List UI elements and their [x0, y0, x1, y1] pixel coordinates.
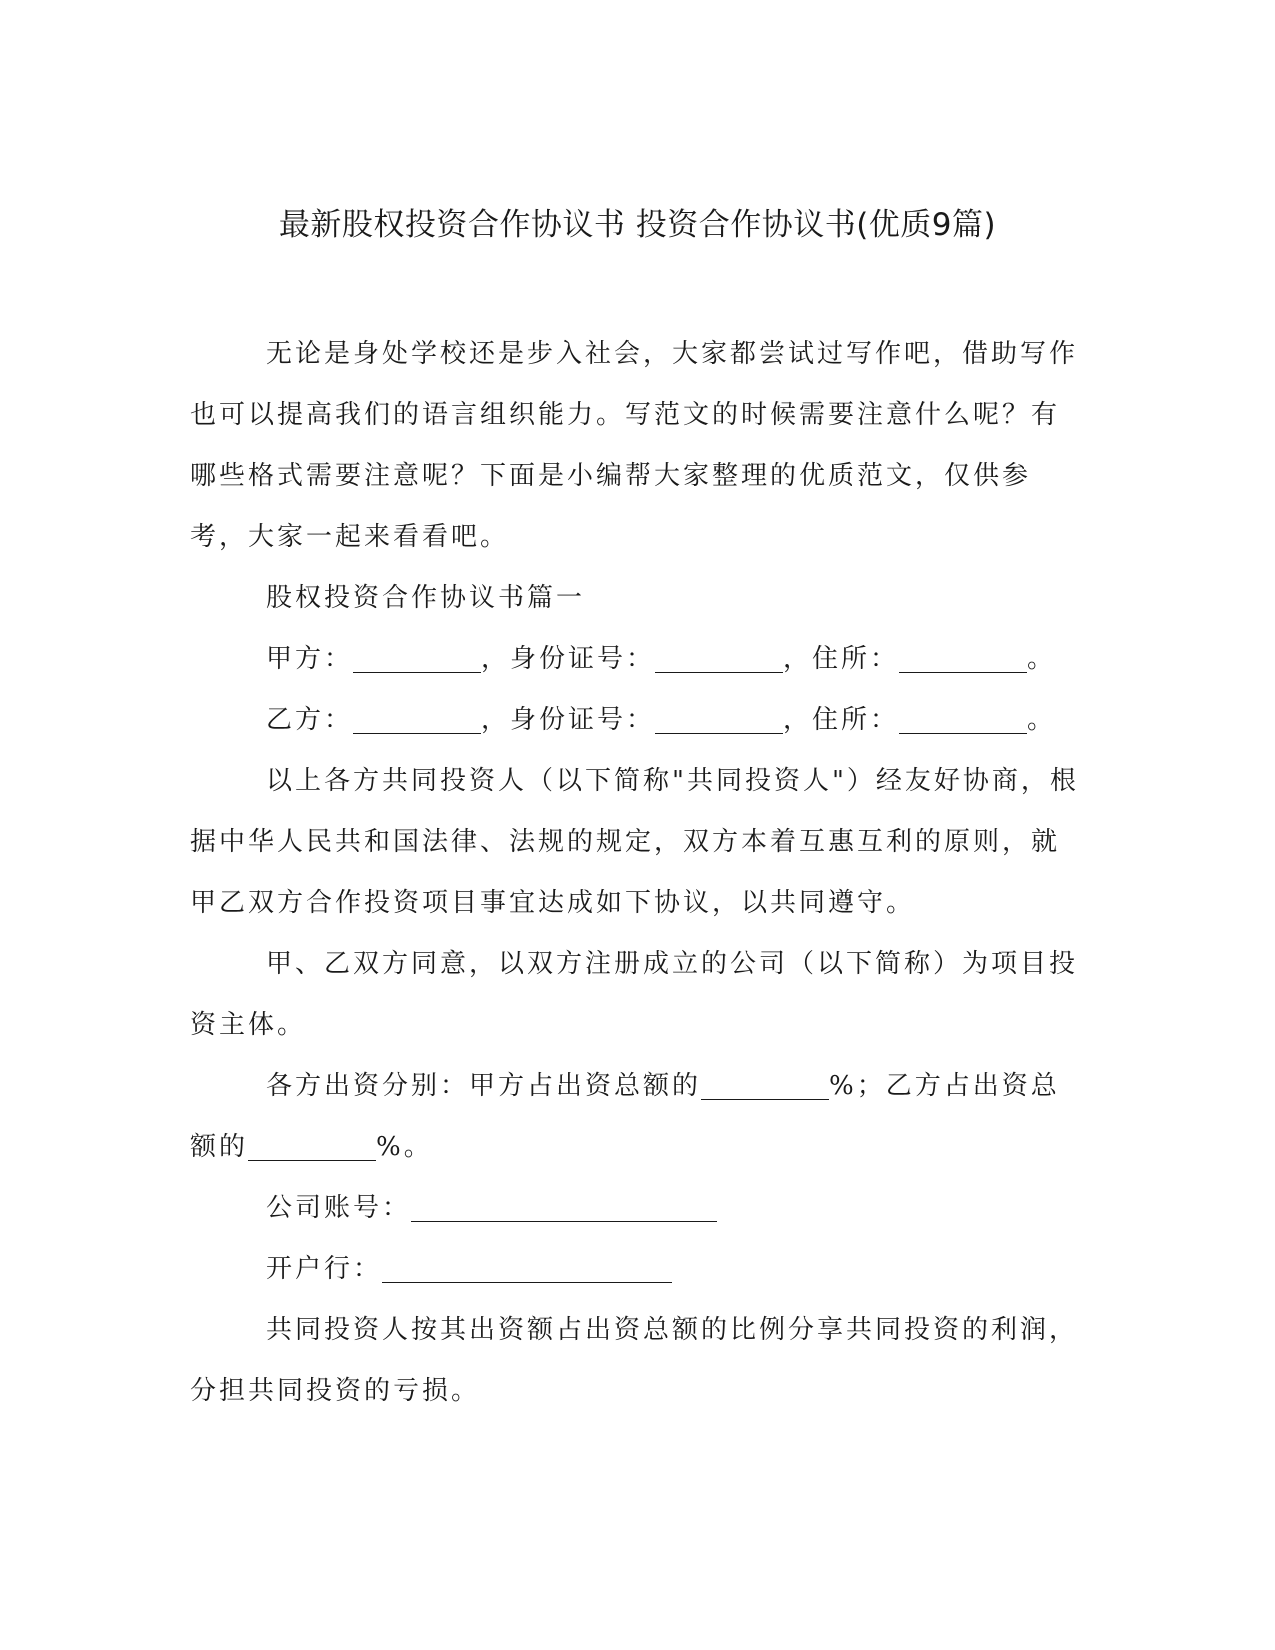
- contribution-part1: 各方出资分别：甲方占出资总额的: [266, 1071, 702, 1101]
- party-a-id-blank: [655, 642, 783, 673]
- contribution-part2: %；乙方占出资总额的: [190, 1071, 1060, 1162]
- negotiation-paragraph: 以上各方共同投资人（以下简称"共同投资人"）经友好协商，根据中华人民共和国法律、法规的规定，双方本着互惠互利的原则，就甲乙双方合作投资项目事宜达成如下协议，以共同遵守。: [190, 766, 1079, 918]
- party-a-id-label: ，身份证号：: [481, 644, 656, 674]
- party-b-label: 乙方：: [266, 705, 354, 735]
- party-b-share-blank: [248, 1130, 376, 1161]
- contribution-part3: %。: [376, 1132, 433, 1162]
- party-a-share-blank: [701, 1069, 829, 1100]
- party-b-address-blank: [899, 703, 1027, 734]
- bank-label: 开户行：: [266, 1254, 383, 1284]
- party-a-address-blank: [899, 642, 1027, 673]
- party-a-end: 。: [1027, 644, 1057, 674]
- party-a-line: [190, 629, 1080, 690]
- party-b-id-label: ，身份证号：: [481, 705, 656, 735]
- party-b-line: [190, 690, 1080, 751]
- contribution-paragraph: [190, 1056, 1080, 1178]
- document-body: [190, 324, 1080, 1422]
- party-a-address-label: ，住所：: [783, 644, 900, 674]
- section-heading: 股权投资合作协议书篇一: [266, 583, 586, 613]
- entity-paragraph: 甲、乙双方同意，以双方注册成立的公司（以下简称）为项目投资主体。: [190, 949, 1079, 1040]
- party-b-address-label: ，住所：: [783, 705, 900, 735]
- document-title: 最新股权投资合作协议书 投资合作协议书(优质9篇): [278, 207, 997, 243]
- intro-paragraph: 无论是身处学校还是步入社会，大家都尝试过写作吧，借助写作也可以提高我们的语言组织能力。写范文的时候需要注意什么呢？有哪些格式需要注意呢？下面是小编帮大家整理的优质范文，仅供参考，大家一起来看看吧。: [190, 339, 1079, 552]
- party-a-label: 甲方：: [266, 644, 354, 674]
- account-label: 公司账号：: [266, 1193, 412, 1223]
- party-b-end: 。: [1027, 705, 1057, 735]
- party-b-name-blank: [353, 703, 481, 734]
- party-a-name-blank: [353, 642, 481, 673]
- bank-line: [190, 1239, 1080, 1300]
- account-line: [190, 1178, 1080, 1239]
- profit-paragraph: 共同投资人按其出资额占出资总额的比例分享共同投资的利润，分担共同投资的亏损。: [190, 1315, 1079, 1406]
- bank-blank: [382, 1252, 672, 1283]
- party-b-id-blank: [655, 703, 783, 734]
- account-blank: [411, 1191, 717, 1222]
